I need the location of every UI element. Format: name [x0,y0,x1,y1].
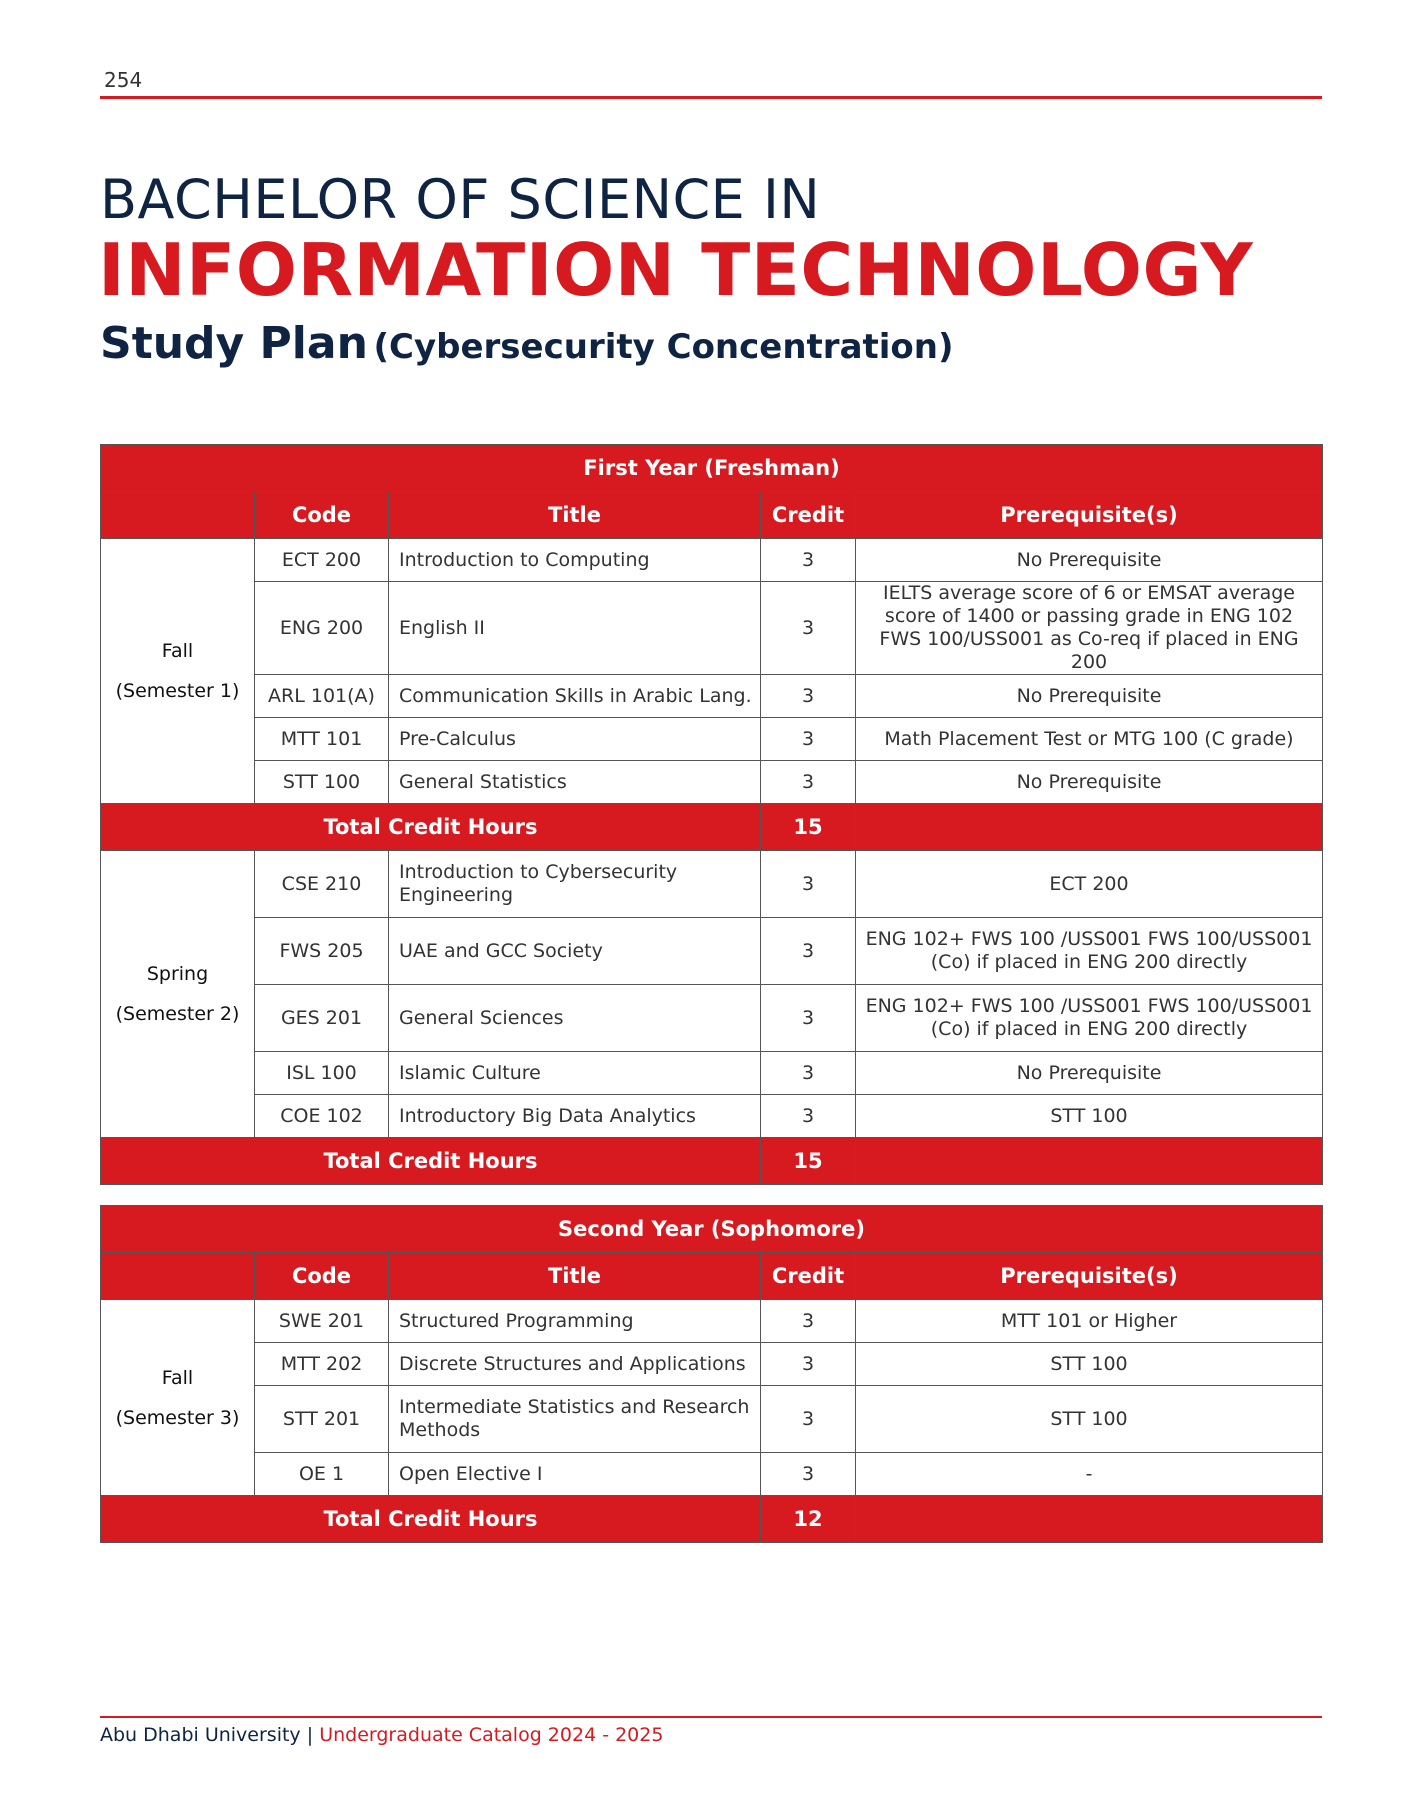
course-title: Islamic Culture [389,1052,761,1095]
total-label: Total Credit Hours [101,1496,761,1543]
course-credit: 3 [761,761,856,804]
course-code: CSE 210 [255,851,389,918]
table-row [101,539,1323,582]
semester-number: (Semester 2) [115,1003,240,1025]
course-code: MTT 202 [255,1343,389,1386]
course-credit: 3 [761,718,856,761]
footer-org: Abu Dhabi University [100,1724,301,1746]
course-credit: 3 [761,1300,856,1343]
table-row [101,851,1323,918]
header-blank [101,1253,255,1300]
total-value: 15 [761,1138,856,1185]
course-prereq: Math Placement Test or MTG 100 (C grade) [856,718,1323,761]
course-code: ENG 200 [255,582,389,675]
course-title: Introduction to Computing [389,539,761,582]
footer-separator: | [306,1724,314,1746]
header-title: Title [389,1253,761,1300]
course-prereq: ECT 200 [856,851,1323,918]
course-credit: 3 [761,1095,856,1138]
course-title: Intermediate Statistics and Research Methods [389,1386,761,1453]
course-prereq: STT 100 [856,1386,1323,1453]
header-code: Code [255,1253,389,1300]
heading-line2: INFORMATION TECHNOLOGY [98,228,1254,312]
table-row [101,718,1323,761]
page-number: 254 [104,68,143,92]
course-title: Introductory Big Data Analytics [389,1095,761,1138]
course-code: ARL 101(A) [255,675,389,718]
concentration-label: (Cybersecurity Concentration) [373,327,954,367]
course-code: ISL 100 [255,1052,389,1095]
course-prereq: STT 100 [856,1095,1323,1138]
total-value: 15 [761,804,856,851]
course-prereq: - [856,1453,1323,1496]
course-credit: 3 [761,1343,856,1386]
header-prereq: Prerequisite(s) [856,1253,1323,1300]
total-row [101,804,1323,851]
course-title: Pre-Calculus [389,718,761,761]
course-code: ECT 200 [255,539,389,582]
course-code: SWE 201 [255,1300,389,1343]
total-label: Total Credit Hours [101,804,761,851]
second-year-table [100,1205,1323,1543]
course-credit: 3 [761,851,856,918]
course-code: FWS 205 [255,918,389,985]
course-prereq: No Prerequisite [856,761,1323,804]
top-divider [100,96,1322,99]
semester-number: (Semester 1) [115,680,240,702]
course-prereq: IELTS average score of 6 or EMSAT average score of 1400 or passing grade in ENG 102 FWS 100/USS001 as Co-req if placed in ENG 200 [856,582,1323,675]
semester-name: Fall [161,640,194,662]
course-prereq: No Prerequisite [856,539,1323,582]
course-code: STT 100 [255,761,389,804]
table-row [101,918,1323,985]
semester-label [101,1300,255,1496]
course-credit: 3 [761,1453,856,1496]
semester-label [101,539,255,804]
total-row [101,1496,1323,1543]
table-row [101,1453,1323,1496]
course-title: Communication Skills in Arabic Lang. [389,675,761,718]
year-band-title: Second Year (Sophomore) [101,1206,1323,1253]
year-band-title: First Year (Freshman) [101,445,1323,492]
header-credit: Credit [761,492,856,539]
total-row [101,1138,1323,1185]
footer [100,1724,663,1746]
table-row [101,1095,1323,1138]
course-credit: 3 [761,675,856,718]
course-code: STT 201 [255,1386,389,1453]
course-prereq: STT 100 [856,1343,1323,1386]
course-title: English II [389,582,761,675]
course-title: Structured Programming [389,1300,761,1343]
heading-line3 [100,318,954,369]
header-blank [101,492,255,539]
table-row [101,1052,1323,1095]
total-blank [856,1138,1323,1185]
header-code: Code [255,492,389,539]
course-code: COE 102 [255,1095,389,1138]
course-title: Open Elective I [389,1453,761,1496]
table-row [101,761,1323,804]
total-blank [856,804,1323,851]
course-title: UAE and GCC Society [389,918,761,985]
course-credit: 3 [761,1052,856,1095]
semester-name: Spring [146,963,209,985]
course-code: MTT 101 [255,718,389,761]
course-credit: 3 [761,539,856,582]
footer-divider [100,1716,1322,1718]
course-code: OE 1 [255,1453,389,1496]
total-label: Total Credit Hours [101,1138,761,1185]
table-row [101,675,1323,718]
header-prereq: Prerequisite(s) [856,492,1323,539]
course-credit: 3 [761,985,856,1052]
semester-number: (Semester 3) [115,1406,240,1429]
course-title: Introduction to Cybersecurity Engineering [389,851,761,918]
course-prereq: No Prerequisite [856,1052,1323,1095]
first-year-table [100,444,1323,1185]
header-credit: Credit [761,1253,856,1300]
total-value: 12 [761,1496,856,1543]
course-credit: 3 [761,918,856,985]
table-row [101,1343,1323,1386]
study-plan-label: Study Plan [100,318,368,369]
table-row [101,1386,1323,1453]
semester-label [101,851,255,1138]
course-credit: 3 [761,1386,856,1453]
course-prereq: MTT 101 or Higher [856,1300,1323,1343]
course-title: Discrete Structures and Applications [389,1343,761,1386]
course-prereq: ENG 102+ FWS 100 /USS001 FWS 100/USS001 (Co) if placed in ENG 200 directly [856,918,1323,985]
course-title: General Statistics [389,761,761,804]
course-prereq: No Prerequisite [856,675,1323,718]
header-title: Title [389,492,761,539]
heading-line1: BACHELOR OF SCIENCE IN [100,168,821,231]
course-prereq: ENG 102+ FWS 100 /USS001 FWS 100/USS001 (Co) if placed in ENG 200 directly [856,985,1323,1052]
course-title: General Sciences [389,985,761,1052]
table-row [101,1300,1323,1343]
total-blank [856,1496,1323,1543]
table-row [101,985,1323,1052]
table-row [101,582,1323,675]
footer-catalog: Undergraduate Catalog 2024 - 2025 [319,1724,664,1746]
semester-name: Fall [161,1366,194,1389]
course-credit: 3 [761,582,856,675]
course-code: GES 201 [255,985,389,1052]
